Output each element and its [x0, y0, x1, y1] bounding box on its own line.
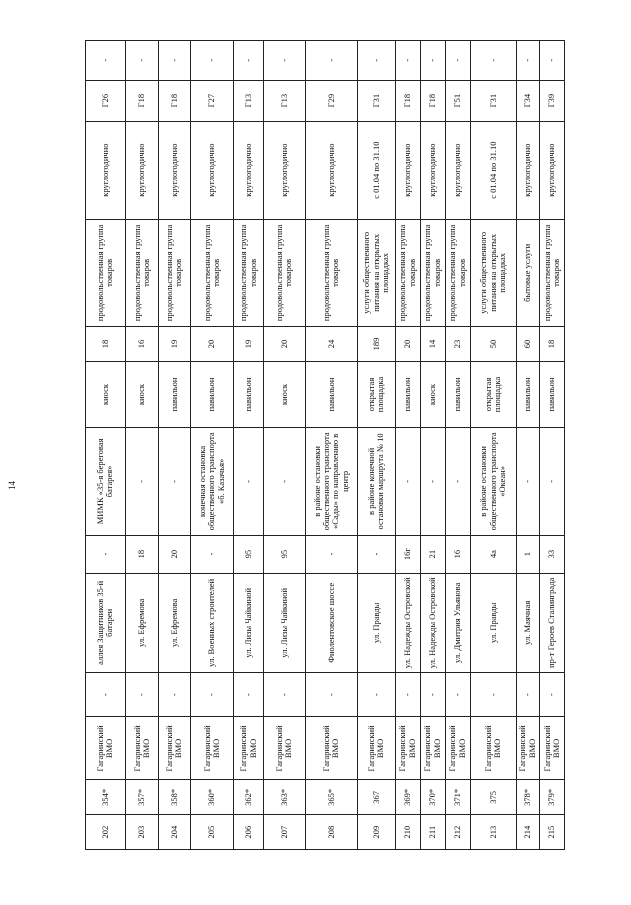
cell-c4: - — [420, 673, 445, 717]
cell-n: 208 — [305, 815, 357, 850]
cell-id: 362* — [234, 780, 263, 815]
cell-n: 202 — [86, 815, 126, 850]
cell-c4: - — [516, 673, 539, 717]
cell-district: Гагаринский ВМО — [420, 717, 445, 780]
cell-c13: - — [470, 41, 516, 81]
table-row — [190, 41, 234, 850]
cell-n: 213 — [470, 815, 516, 850]
cell-id: 370* — [420, 780, 445, 815]
cell-specialization: продовольственная группа товаров — [190, 219, 234, 326]
cell-code: Г31 — [357, 80, 395, 121]
cell-code: Г18 — [420, 80, 445, 121]
table-row — [357, 41, 395, 850]
cell-area: 24 — [305, 327, 357, 362]
cell-code: Г13 — [263, 80, 305, 121]
cell-id: 369* — [395, 780, 420, 815]
cell-landmark: конечная остановка общественного транспорта «б. Казачья» — [190, 428, 234, 535]
cell-c13: - — [190, 41, 234, 81]
cell-house: - — [86, 535, 126, 573]
cell-street: ул. Надежды Островской — [420, 573, 445, 673]
retail-locations-table — [85, 40, 565, 850]
cell-area: 50 — [470, 327, 516, 362]
cell-landmark: - — [125, 428, 158, 535]
cell-landmark: - — [420, 428, 445, 535]
cell-district: Гагаринский ВМО — [263, 717, 305, 780]
cell-n: 205 — [190, 815, 234, 850]
cell-code: Г13 — [234, 80, 263, 121]
cell-c4: - — [190, 673, 234, 717]
cell-landmark: МИМК «35-я береговая батарея» — [86, 428, 126, 535]
cell-district: Гагаринский ВМО — [190, 717, 234, 780]
cell-area: 20 — [395, 327, 420, 362]
cell-specialization: продовольственная группа товаров — [395, 219, 420, 326]
cell-id: 367 — [357, 780, 395, 815]
cell-period: круглогодично — [159, 121, 190, 219]
cell-district: Гагаринский ВМО — [445, 717, 470, 780]
cell-house: 95 — [263, 535, 305, 573]
cell-type: павильон — [190, 361, 234, 427]
cell-c13: - — [516, 41, 539, 81]
cell-area: 19 — [234, 327, 263, 362]
cell-type: павильон — [159, 361, 190, 427]
table-row — [395, 41, 420, 850]
table-row — [539, 41, 564, 850]
cell-type: павильон — [234, 361, 263, 427]
cell-landmark: - — [539, 428, 564, 535]
cell-n: 211 — [420, 815, 445, 850]
cell-c13: - — [86, 41, 126, 81]
cell-street: ул. Правды — [357, 573, 395, 673]
cell-specialization: услуги общественного питания на открытых площадках — [357, 219, 395, 326]
cell-c4: - — [305, 673, 357, 717]
cell-code: Г18 — [159, 80, 190, 121]
cell-code: Г29 — [305, 80, 357, 121]
cell-id: 363* — [263, 780, 305, 815]
cell-n: 204 — [159, 815, 190, 850]
cell-landmark: - — [395, 428, 420, 535]
cell-period: круглогодично — [445, 121, 470, 219]
table-row — [159, 41, 190, 850]
cell-period: круглогодично — [395, 121, 420, 219]
cell-house: 16 — [445, 535, 470, 573]
cell-type: киоск — [420, 361, 445, 427]
cell-c4: - — [159, 673, 190, 717]
cell-house: 21 — [420, 535, 445, 573]
cell-c13: - — [445, 41, 470, 81]
cell-period: круглогодично — [263, 121, 305, 219]
cell-id: 358* — [159, 780, 190, 815]
cell-id: 378* — [516, 780, 539, 815]
cell-id: 360* — [190, 780, 234, 815]
cell-id: 354* — [86, 780, 126, 815]
cell-landmark: - — [234, 428, 263, 535]
cell-district: Гагаринский ВМО — [86, 717, 126, 780]
cell-specialization: бытовые услуги — [516, 219, 539, 326]
cell-code: Г39 — [539, 80, 564, 121]
cell-area: 189 — [357, 327, 395, 362]
cell-landmark: в районе конечной остановки маршрута № 10 — [357, 428, 395, 535]
cell-house: 33 — [539, 535, 564, 573]
cell-id: 365* — [305, 780, 357, 815]
cell-specialization: продовольственная группа товаров — [86, 219, 126, 326]
cell-type: киоск — [86, 361, 126, 427]
cell-house: - — [305, 535, 357, 573]
cell-n: 207 — [263, 815, 305, 850]
table-row — [234, 41, 263, 850]
cell-period: круглогодично — [420, 121, 445, 219]
cell-street: ул. Дмитрия Ульянова — [445, 573, 470, 673]
cell-area: 60 — [516, 327, 539, 362]
cell-specialization: продовольственная группа товаров — [234, 219, 263, 326]
cell-house: 4а — [470, 535, 516, 573]
cell-id: 371* — [445, 780, 470, 815]
cell-district: Гагаринский ВМО — [539, 717, 564, 780]
table-row — [263, 41, 305, 850]
cell-street: аллея Защитников 35-й батареи — [86, 573, 126, 673]
cell-specialization: продовольственная группа товаров — [159, 219, 190, 326]
cell-district: Гагаринский ВМО — [357, 717, 395, 780]
cell-house: 16г — [395, 535, 420, 573]
cell-house: 95 — [234, 535, 263, 573]
cell-code: Г27 — [190, 80, 234, 121]
cell-area: 20 — [190, 327, 234, 362]
cell-house: - — [190, 535, 234, 573]
cell-area: 23 — [445, 327, 470, 362]
cell-c4: - — [539, 673, 564, 717]
cell-area: 14 — [420, 327, 445, 362]
cell-street: ул. Правды — [470, 573, 516, 673]
cell-id: 375 — [470, 780, 516, 815]
cell-area: 20 — [263, 327, 305, 362]
cell-id: 379* — [539, 780, 564, 815]
cell-district: Гагаринский ВМО — [305, 717, 357, 780]
cell-district: Гагаринский ВМО — [125, 717, 158, 780]
cell-n: 203 — [125, 815, 158, 850]
cell-street: ул. Надежды Островской — [395, 573, 420, 673]
cell-c13: - — [234, 41, 263, 81]
cell-landmark: - — [445, 428, 470, 535]
cell-house: 1 — [516, 535, 539, 573]
table-row — [305, 41, 357, 850]
cell-period: круглогодично — [539, 121, 564, 219]
cell-n: 210 — [395, 815, 420, 850]
cell-specialization: услуги общественного питания на открытых площадках — [470, 219, 516, 326]
cell-type: киоск — [263, 361, 305, 427]
cell-c4: - — [357, 673, 395, 717]
cell-code: Г18 — [125, 80, 158, 121]
cell-c13: - — [125, 41, 158, 81]
cell-type: павильон — [516, 361, 539, 427]
cell-code: Г34 — [516, 80, 539, 121]
cell-c13: - — [539, 41, 564, 81]
cell-type: киоск — [125, 361, 158, 427]
cell-type: павильон — [395, 361, 420, 427]
cell-c13: - — [395, 41, 420, 81]
cell-street: ул. Военных строителей — [190, 573, 234, 673]
cell-period: круглогодично — [125, 121, 158, 219]
cell-type: открытая площадка — [470, 361, 516, 427]
cell-landmark: - — [159, 428, 190, 535]
cell-n: 209 — [357, 815, 395, 850]
table-row — [516, 41, 539, 850]
cell-n: 212 — [445, 815, 470, 850]
cell-area: 18 — [86, 327, 126, 362]
cell-period: круглогодично — [86, 121, 126, 219]
cell-period: круглогодично — [190, 121, 234, 219]
cell-specialization: продовольственная группа товаров — [125, 219, 158, 326]
cell-code: Г31 — [470, 80, 516, 121]
cell-street: ул. Лизы Чайкиной — [234, 573, 263, 673]
cell-type: открытая площадка — [357, 361, 395, 427]
cell-area: 16 — [125, 327, 158, 362]
cell-c13: - — [420, 41, 445, 81]
cell-street: пр-т Героев Сталинграда — [539, 573, 564, 673]
rotated-table-container — [85, 40, 565, 850]
cell-c4: - — [470, 673, 516, 717]
cell-district: Гагаринский ВМО — [159, 717, 190, 780]
cell-period: круглогодично — [516, 121, 539, 219]
cell-house: - — [357, 535, 395, 573]
table-row — [470, 41, 516, 850]
cell-code: Г18 — [395, 80, 420, 121]
table-row — [125, 41, 158, 850]
cell-area: 18 — [539, 327, 564, 362]
cell-code: Г51 — [445, 80, 470, 121]
cell-street: ул. Лизы Чайкиной — [263, 573, 305, 673]
page-number: 14 — [7, 481, 17, 490]
cell-specialization: продовольственная группа товаров — [263, 219, 305, 326]
cell-district: Гагаринский ВМО — [395, 717, 420, 780]
cell-street: ул. Ефремова — [125, 573, 158, 673]
cell-street: Фиолентовское шоссе — [305, 573, 357, 673]
cell-street: ул. Маячная — [516, 573, 539, 673]
cell-house: 18 — [125, 535, 158, 573]
cell-specialization: продовольственная группа товаров — [539, 219, 564, 326]
cell-c4: - — [263, 673, 305, 717]
cell-n: 214 — [516, 815, 539, 850]
cell-period: с 01.04 по 31.10 — [357, 121, 395, 219]
cell-landmark: в районе остановки общественного транспорта «Океан» — [470, 428, 516, 535]
cell-type: павильон — [539, 361, 564, 427]
cell-landmark: в районе остановки общественного транспорта «Сады» по направлению в центр — [305, 428, 357, 535]
cell-period: круглогодично — [305, 121, 357, 219]
cell-id: 357* — [125, 780, 158, 815]
cell-specialization: продовольственная группа товаров — [420, 219, 445, 326]
cell-c4: - — [445, 673, 470, 717]
cell-n: 215 — [539, 815, 564, 850]
table-row — [445, 41, 470, 850]
cell-c13: - — [305, 41, 357, 81]
cell-type: павильон — [305, 361, 357, 427]
cell-landmark: - — [516, 428, 539, 535]
cell-house: 20 — [159, 535, 190, 573]
cell-c13: - — [357, 41, 395, 81]
cell-district: Гагаринский ВМО — [516, 717, 539, 780]
cell-period: круглогодично — [234, 121, 263, 219]
cell-district: Гагаринский ВМО — [234, 717, 263, 780]
cell-area: 19 — [159, 327, 190, 362]
cell-period: с 01.04 по 31.10 — [470, 121, 516, 219]
table-row — [86, 41, 126, 850]
cell-c4: - — [86, 673, 126, 717]
cell-district: Гагаринский ВМО — [470, 717, 516, 780]
cell-c13: - — [263, 41, 305, 81]
cell-c4: - — [395, 673, 420, 717]
cell-specialization: продовольственная группа товаров — [305, 219, 357, 326]
cell-n: 206 — [234, 815, 263, 850]
cell-type: павильон — [445, 361, 470, 427]
cell-specialization: продовольственная группа товаров — [445, 219, 470, 326]
cell-street: ул. Ефремова — [159, 573, 190, 673]
cell-c4: - — [125, 673, 158, 717]
cell-code: Г26 — [86, 80, 126, 121]
cell-c13: - — [159, 41, 190, 81]
cell-c4: - — [234, 673, 263, 717]
cell-landmark: - — [263, 428, 305, 535]
table-row — [420, 41, 445, 850]
